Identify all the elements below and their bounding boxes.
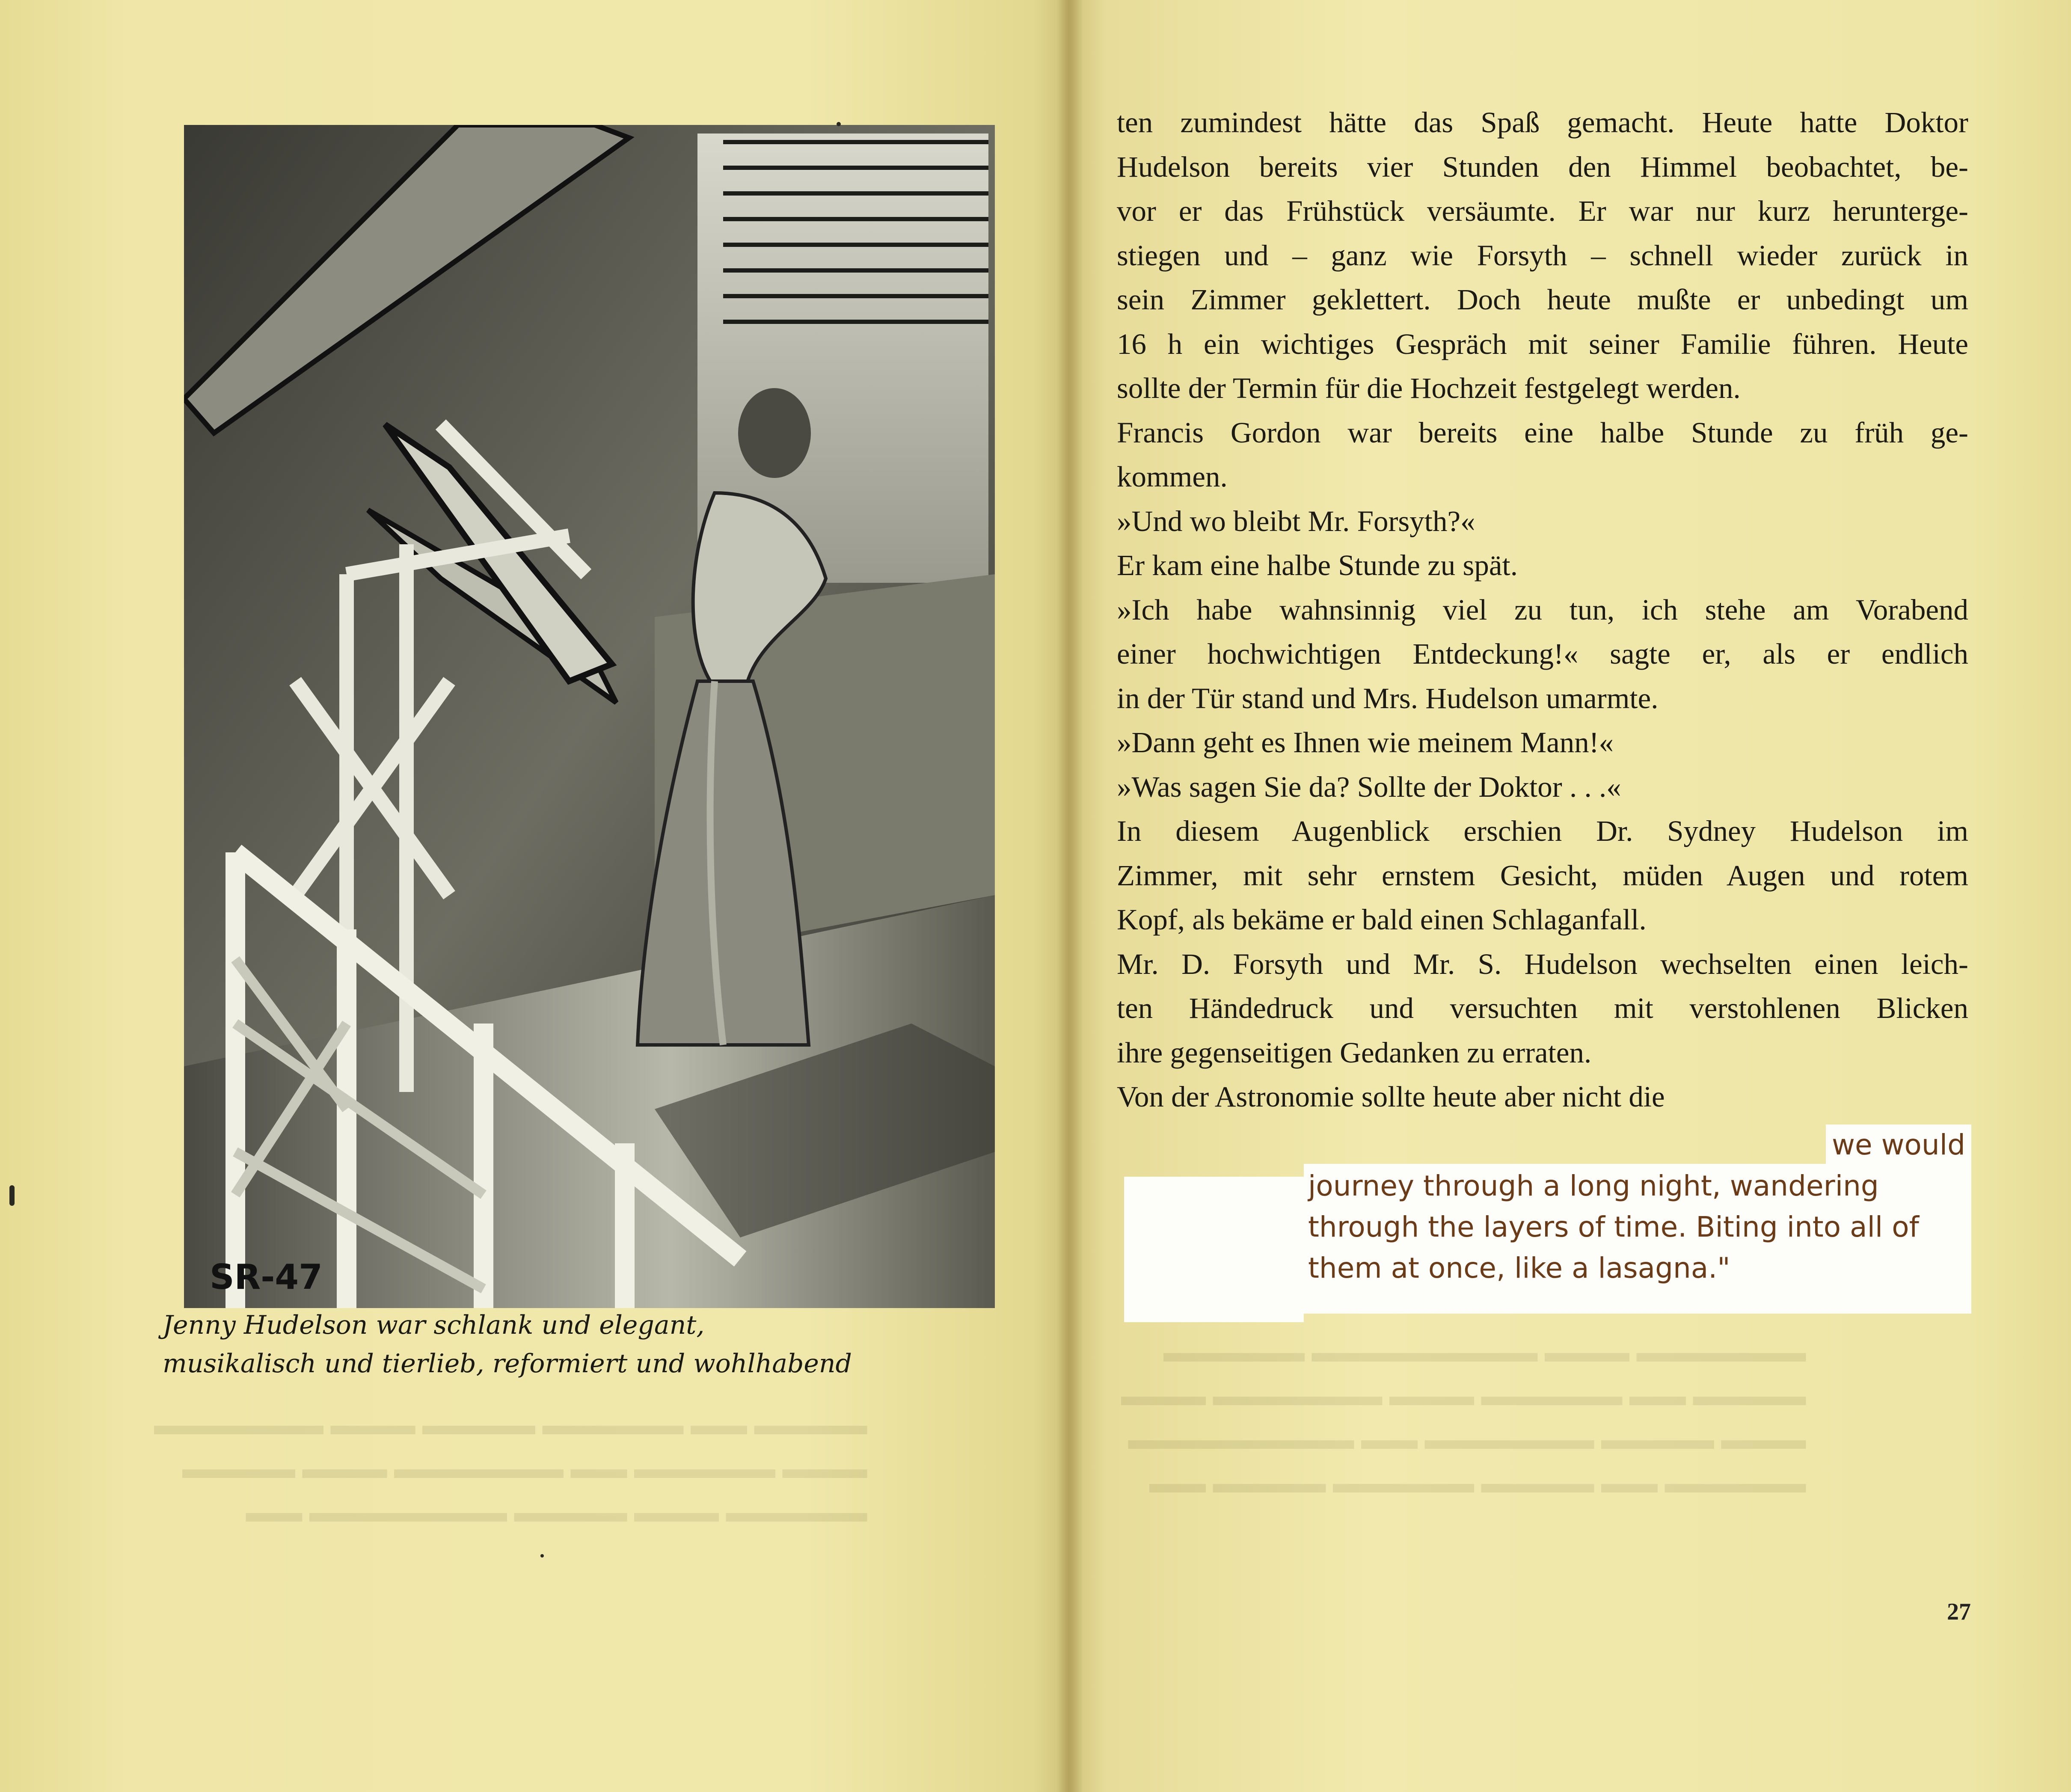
clipping-blank-strip	[1124, 1177, 1304, 1322]
text-line: kommen.	[1117, 460, 1228, 493]
observatory-illustration	[184, 125, 995, 1308]
text-line: Francis Gordon war bereits eine halbe Stunde zu früh ge-	[1117, 416, 1968, 449]
text-line: Mr. D. Forsyth und Mr. S. Hudelson wechselten einen leich-	[1117, 947, 1968, 980]
illustration-caption	[163, 1306, 856, 1383]
collage-line: journey through a long night, wandering	[1308, 1169, 1879, 1202]
paper-speck	[540, 1554, 544, 1558]
collage-line: them at once, like a lasagna."	[1308, 1252, 1730, 1285]
text-line: vor er das Frühstück versäumte. Er war nur kurz herunterge-	[1117, 195, 1968, 227]
show-through-right: ▬▬▬▬▬▬ ▬▬▬ ▬▬▬▬▬▬▬▬ ▬▬▬▬▬ ▬▬▬▬ ▬▬ ▬▬▬▬▬ ▬▬▬ ▬▬▬▬▬▬ ▬▬▬ ▬▬▬ ▬▬▬▬ ▬▬▬▬▬▬ ▬▬ ▬▬▬▬▬▬▬▬ ▬▬▬▬▬ ▬▬ ▬▬▬▬ ▬▬▬▬▬ ▬▬▬▬ ▬▬	[1121, 1337, 1806, 1499]
text-line: Zimmer, mit sehr ernstem Gesicht, müden Augen und rotem	[1117, 859, 1968, 892]
text-line: ihre gegenseitigen Gedanken zu erraten.	[1117, 1036, 1592, 1069]
text-line: 16 h ein wichtiges Gespräch mit seiner Familie führen. Heute	[1117, 327, 1968, 360]
text-line: in der Tür stand und Mrs. Hudelson umarmte.	[1117, 682, 1659, 715]
text-line: »Ich habe wahnsinnig viel zu tun, ich stehe am Vorabend	[1117, 593, 1968, 626]
collage-line: through the layers of time. Biting into all of	[1308, 1210, 1919, 1243]
text-line: Von der Astronomie sollte heute aber nicht die	[1117, 1080, 1665, 1113]
page-number: 27	[1947, 1599, 1971, 1625]
show-through-left: ▬▬▬▬ ▬▬ ▬▬▬▬▬ ▬▬▬▬ ▬▬▬ ▬▬▬▬▬▬ ▬▬▬ ▬▬▬▬▬ ▬▬ ▬▬▬▬▬▬ ▬▬▬ ▬▬▬▬ ▬▬▬▬▬ ▬▬▬ ▬▬▬▬ ▬▬▬▬▬▬▬ ▬▬	[154, 1409, 867, 1528]
text-line: In diesem Augenblick erschien Dr. Sydney Hudelson im	[1117, 815, 1968, 847]
paper-speck	[837, 122, 841, 126]
text-line: »Und wo bleibt Mr. Forsyth?«	[1117, 504, 1475, 537]
book-gutter	[1057, 0, 1083, 1792]
collage-paper-clipping	[1124, 1128, 1971, 1331]
text-line: sein Zimmer geklettert. Doch heute mußte er unbedingt um	[1117, 283, 1968, 316]
collage-line: we would	[1826, 1124, 1971, 1166]
text-line: ten zumindest hätte das Spaß gemacht. Heute hatte Doktor	[1117, 106, 1968, 139]
caption-line: musikalisch und tierlieb, reformiert und wohlhabend	[163, 1349, 852, 1379]
body-text	[1117, 101, 1968, 1119]
paper-speck	[9, 1185, 15, 1206]
text-line: »Dann geht es Ihnen wie meinem Mann!«	[1117, 726, 1614, 759]
text-line: ten Händedruck und versuchten mit verstohlenen Blicken	[1117, 992, 1968, 1024]
illustrator-signature: SR-47	[210, 1257, 323, 1297]
text-line: »Was sagen Sie da? Sollte der Doktor . . .«	[1117, 770, 1621, 803]
text-line: Er kam eine halbe Stunde zu spät.	[1117, 549, 1518, 582]
text-line: Hudelson bereits vier Stunden den Himmel beobachtet, be-	[1117, 150, 1968, 183]
engraving-drawing	[184, 125, 995, 1308]
text-line: sollte der Termin für die Hochzeit festgelegt werden.	[1117, 372, 1741, 404]
text-line: stiegen und – ganz wie Forsyth – schnell wieder zurück in	[1117, 239, 1968, 272]
caption-line: Jenny Hudelson war schlank und elegant,	[163, 1310, 705, 1340]
text-line: einer hochwichtigen Entdeckung!« sagte er, als er endlich	[1117, 638, 1968, 670]
text-line: Kopf, als bekäme er bald einen Schlaganfall.	[1117, 903, 1647, 936]
